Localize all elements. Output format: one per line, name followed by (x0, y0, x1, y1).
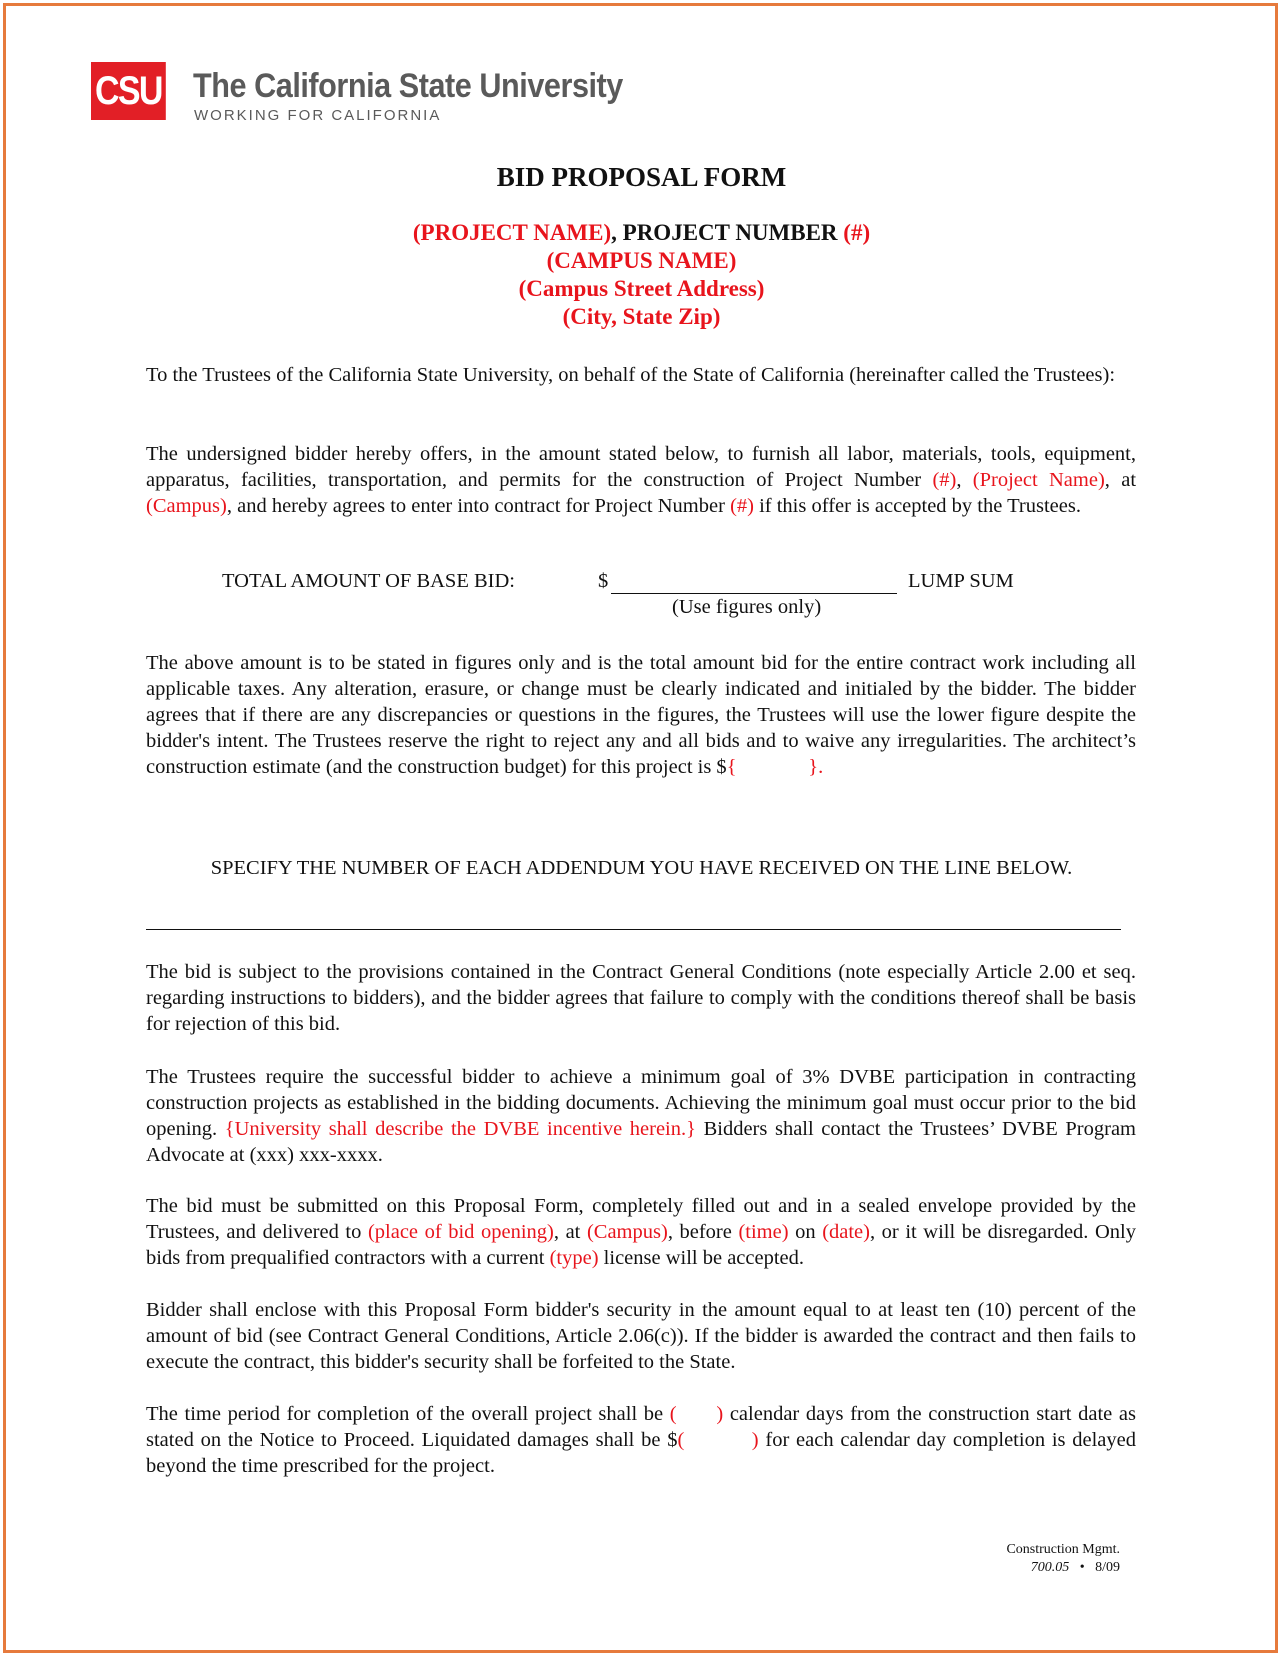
offer-text-5: if this offer is accepted by the Trustees. (753, 495, 1081, 517)
amount-end: . (818, 756, 824, 778)
dvbe-text-1: The Trustees require the successful bidder to achieve a minimum goal of 3% DVBE participation in contracting construction projects as established in the bidding documents. Achieving the minimum goal must occur prior to the bid opening. (146, 1066, 1136, 1140)
offer-text-1: The undersigned bidder hereby offers, in the amount stated below, to furnish all labor, materials, tools, equipment, apparatus, facilities, transportation, and permits for the construction of Project Number (146, 443, 1136, 491)
dvbe-text-2: Bidders shall contact the Trustees’ DVBE Program Advocate at (xxx) xxx-xxxx. (146, 1118, 1136, 1166)
completion-text-3: for each calendar day completion is delayed beyond the time prescribed for the project. (146, 1429, 1136, 1477)
project-name-placeholder: (PROJECT NAME) (412, 220, 612, 245)
offer-text-2: , (956, 469, 973, 491)
addendum-field[interactable] (146, 929, 1121, 930)
submission-paragraph (146, 1193, 1136, 1271)
submission-text-2: , at (553, 1221, 587, 1243)
footer-bullet: • (1079, 1560, 1085, 1575)
offer-paragraph (146, 441, 1136, 519)
lump-sum-label: LUMP SUM (908, 570, 1014, 592)
addendum-instruction: SPECIFY THE NUMBER OF EACH ADDENDUM YOU HAVE RECEIVED ON THE LINE BELOW. (210, 857, 1073, 879)
offer-project-name: (Project Name) (972, 469, 1105, 491)
submission-text-5: , or it will be disregarded. Only bids from prequalified contractors with a current (146, 1221, 1136, 1269)
damages-placeholder: ( ) (677, 1429, 759, 1451)
project-number-placeholder: (#) (843, 220, 871, 245)
footer-code: 700.05 (1030, 1560, 1070, 1575)
document-title: BID PROPOSAL FORM (496, 162, 787, 192)
base-bid-amount-field[interactable] (611, 593, 897, 594)
campus-address-placeholder: (Campus Street Address) (518, 276, 765, 301)
completion-text-2: calendar days from the construction start date as stated on the Notice to Proceed. Liquidated damages shall be $ (146, 1403, 1136, 1451)
logo-abbrev: CSU (95, 68, 162, 113)
footer-dept: Construction Mgmt. (1006, 1542, 1120, 1557)
completion-paragraph (146, 1401, 1136, 1479)
submission-text-4: on (788, 1221, 823, 1243)
estimate-placeholder: { } (726, 756, 819, 778)
offer-project-number-2: (#) (730, 495, 754, 517)
amount-paragraph (146, 650, 1136, 780)
provisions-paragraph: The bid is subject to the provisions contained in the Contract General Conditions (note especially Article 2.00 et seq. regarding instructions to bidders), and the bidder agrees that failure to comply with the conditions thereof shall be basis for rejection of this bid. (146, 961, 1136, 1035)
logo-name: The California State University (193, 67, 623, 105)
offer-text-4: , and hereby agrees to enter into contract for Project Number (226, 495, 731, 517)
footer-date: 8/09 (1095, 1560, 1120, 1575)
base-bid-label: TOTAL AMOUNT OF BASE BID: (222, 570, 515, 592)
dvbe-incentive-placeholder: {University shall describe the DVBE incentive herein.} (224, 1118, 696, 1140)
security-paragraph: Bidder shall enclose with this Proposal Form bidder's security in the amount equal to at least ten (10) percent of the amount of bid (see Contract General Conditions, Article 2.06(c)). If the bidder is awarded the contract and then fails to execute the contract, this bidder's security shall be forfeited to the State. (146, 1299, 1136, 1373)
csu-logo (91, 62, 166, 120)
submission-text-3: , before (667, 1221, 739, 1243)
completion-text-1: The time period for completion of the overall project shall be (146, 1403, 670, 1425)
project-heading (0, 220, 1283, 246)
offer-campus: (Campus) (146, 495, 227, 517)
offer-text-3: , at (1104, 469, 1137, 491)
license-type-placeholder: (type) (549, 1247, 599, 1269)
dollar-sign: $ (598, 570, 609, 592)
city-state-zip-placeholder: (City, State Zip) (562, 304, 721, 329)
date-placeholder: (date) (822, 1221, 870, 1243)
campus-name-placeholder: (CAMPUS NAME) (546, 248, 737, 273)
footer-code-line (900, 1559, 1120, 1577)
page-footer (900, 1541, 1120, 1577)
time-placeholder: (time) (738, 1221, 789, 1243)
amount-text: The above amount is to be stated in figures only and is the total amount bid for the entire contract work including all applicable taxes. Any alteration, erasure, or change must be clearly indicated and initialed by the bidder. The bidder agrees that if there are any discrepancies or questions in the figures, the Trustees will use the lower figure despite the bidder's intent. The Trustees reserve the right to reject any and all bids and to waive any irregularities. The architect’s construction estimate (and the construction budget) for this project is $ (146, 652, 1136, 778)
offer-project-number-1: (#) (932, 469, 957, 491)
project-number-label: , PROJECT NUMBER (611, 220, 844, 245)
submission-campus-placeholder: (Campus) (586, 1221, 668, 1243)
intro-paragraph: To the Trustees of the California State University, on behalf of the State of California (hereinafter called the Trustees): (146, 364, 1116, 386)
days-placeholder: ( ) (669, 1403, 724, 1425)
bid-opening-place-placeholder: (place of bid opening) (367, 1221, 554, 1243)
dvbe-paragraph (146, 1064, 1136, 1168)
submission-text-6: license will be accepted. (598, 1247, 805, 1269)
submission-text-1: The bid must be submitted on this Proposal Form, completely filled out and in a sealed envelope provided by the Trustees, and delivered to (146, 1195, 1136, 1243)
figures-only-note: (Use figures only) (672, 596, 822, 618)
logo-tagline: WORKING FOR CALIFORNIA (194, 107, 442, 124)
